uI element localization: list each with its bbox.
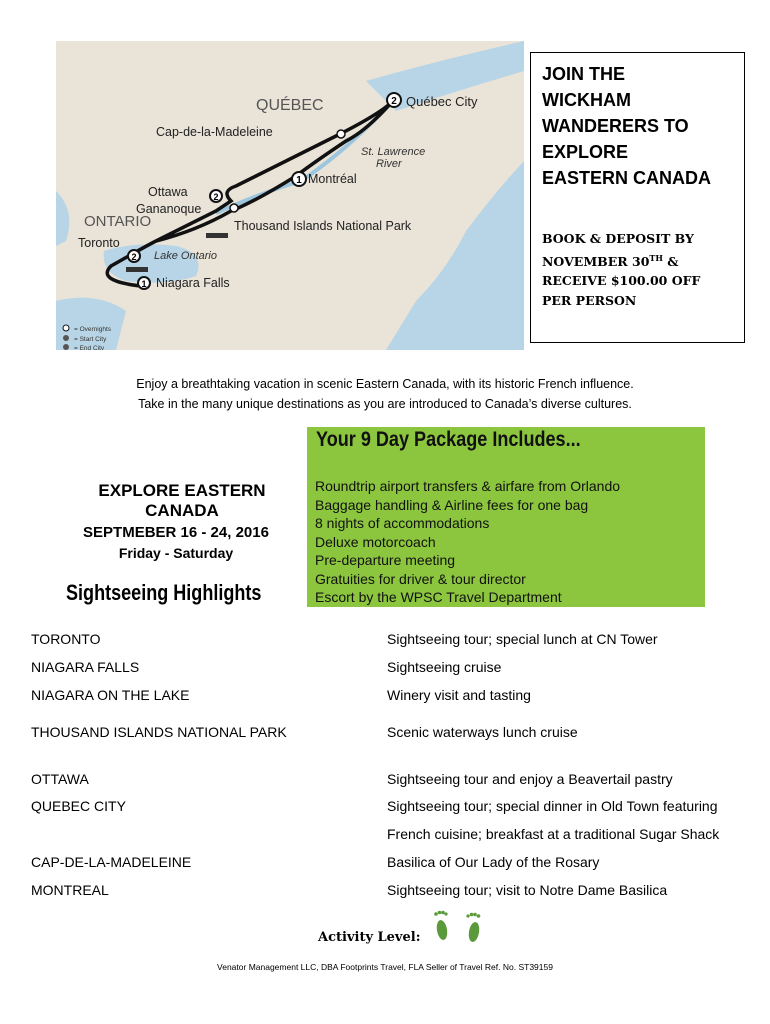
- promo-box: [530, 52, 745, 343]
- package-item: Deluxe motorcoach: [315, 533, 436, 550]
- highlight-activity: Sightseeing tour; special lunch at CN Tower: [387, 631, 658, 647]
- package-item: Baggage handling & Airline fees for one bag: [315, 496, 589, 513]
- trip-days: Friday - Saturday: [118, 545, 234, 561]
- package-item: Pre-departure meeting: [315, 552, 456, 568]
- highlight-activity: Sightseeing cruise: [387, 659, 502, 675]
- highlight-activity: Basilica of Our Lady of the Rosary: [387, 854, 600, 870]
- boat-icon: [206, 233, 228, 238]
- highlight-activity: Scenic waterways lunch cruise: [387, 724, 578, 740]
- footer-legal: Venator Management LLC, DBA Footprints Travel, FLA Seller of Travel Ref. No. ST39159: [217, 962, 553, 972]
- boat-icon: [126, 267, 148, 272]
- footprint-2: [466, 913, 480, 943]
- highlight-activity: Sightseeing tour; visit to Notre Dame Basilica: [387, 882, 668, 898]
- label-quebec-province: QUÉBEC: [256, 97, 324, 114]
- label-ontario-province: ONTARIO: [84, 213, 152, 230]
- highlight-place: NIAGARA FALLS: [31, 659, 140, 675]
- highlight-place: QUEBEC CITY: [31, 798, 126, 814]
- highlight-activity: Winery visit and tasting: [387, 687, 531, 703]
- activity-level-label: Activity Level:: [318, 930, 421, 945]
- map-graphic: [56, 41, 524, 350]
- label-niagara-falls: Niagara Falls: [156, 276, 230, 290]
- svg-text:2: 2: [131, 252, 137, 262]
- highlight-place: THOUSAND ISLANDS NATIONAL PARK: [31, 724, 287, 740]
- highlight-place: NIAGARA ON THE LAKE: [31, 687, 190, 703]
- label-thousand-islands: Thousand Islands National Park: [234, 219, 412, 233]
- svg-text:1: 1: [141, 279, 147, 289]
- label-montreal: Montréal: [308, 172, 357, 186]
- marker-ottawa: [210, 190, 222, 202]
- label-gananoque: Gananoque: [136, 202, 202, 216]
- footprints-icon: [426, 908, 496, 948]
- package-item: Escort by the WPSC Travel Department: [315, 589, 562, 605]
- highlight-activity: Sightseeing tour; special dinner in Old Town featuring: [387, 798, 718, 814]
- label-st-lawrence: St. Lawrence: [361, 146, 426, 158]
- marker-quebec-city: [387, 93, 401, 107]
- trip-title: EXPLORE EASTERN CANADA: [98, 481, 266, 520]
- label-lake-ontario: Lake Ontario: [154, 250, 217, 262]
- highlight-activity: French cuisine; breakfast at a traditional Sugar Shack: [387, 826, 720, 842]
- promo-title: JOIN THE WICKHAM WANDERERS TO EXPLORE EASTERN CANADA: [542, 64, 712, 188]
- tour-route-map: [56, 41, 524, 350]
- highlight-place: OTTAWA: [31, 771, 89, 787]
- early-booking-offer: BOOK & DEPOSIT BY NOVEMBER 30TH & RECEIVE $100.00 OFF PER PERSON: [542, 231, 701, 308]
- activity-level-rating: [426, 908, 496, 948]
- label-river: River: [376, 158, 402, 170]
- svg-text:1: 1: [296, 175, 302, 186]
- marker-niagara-falls: [138, 277, 150, 289]
- package-title: Your 9 Day Package Includes...: [316, 428, 581, 451]
- highlight-place: CAP-DE-LA-MADELEINE: [31, 854, 192, 870]
- package-item: Gratuities for driver & tour director: [315, 570, 526, 587]
- highlights-title: Sightseeing Highlights: [66, 580, 262, 605]
- stop-gananoque: [230, 204, 238, 212]
- svg-text:= End City: = End City: [74, 345, 105, 350]
- package-items-list: [315, 477, 620, 607]
- label-quebec-city: Québec City: [406, 94, 478, 109]
- svg-text:2: 2: [213, 192, 219, 202]
- package-item: Roundtrip airport transfers & airfare from Orlando: [315, 478, 621, 494]
- svg-text:= Start City: = Start City: [74, 336, 107, 343]
- highlight-place: MONTREAL: [31, 882, 109, 898]
- svg-text:2: 2: [391, 96, 397, 107]
- trip-dates: SEPTMEBER 16 - 24, 2016: [83, 524, 269, 541]
- intro-line-2: Take in the many unique destinations as you are introduced to Canada’s diverse cultures.: [138, 397, 632, 411]
- highlight-activity: Sightseeing tour and enjoy a Beavertail pastry: [387, 771, 673, 787]
- label-ottawa: Ottawa: [148, 185, 188, 199]
- package-item: 8 nights of accommodations: [315, 515, 490, 531]
- label-cap-madeleine: Cap-de-la-Madeleine: [156, 125, 273, 139]
- stop-cap-madeleine: [337, 130, 345, 138]
- svg-text:= Overnights: = Overnights: [74, 326, 112, 333]
- footprint-1: [434, 911, 448, 941]
- package-includes-box: [307, 427, 705, 607]
- marker-toronto: [128, 250, 140, 262]
- marker-montreal: [292, 172, 306, 186]
- highlight-place: TORONTO: [31, 631, 101, 647]
- intro-line-1: Enjoy a breathtaking vacation in scenic Eastern Canada, with its historic French influence.: [136, 377, 634, 391]
- label-toronto: Toronto: [78, 236, 120, 250]
